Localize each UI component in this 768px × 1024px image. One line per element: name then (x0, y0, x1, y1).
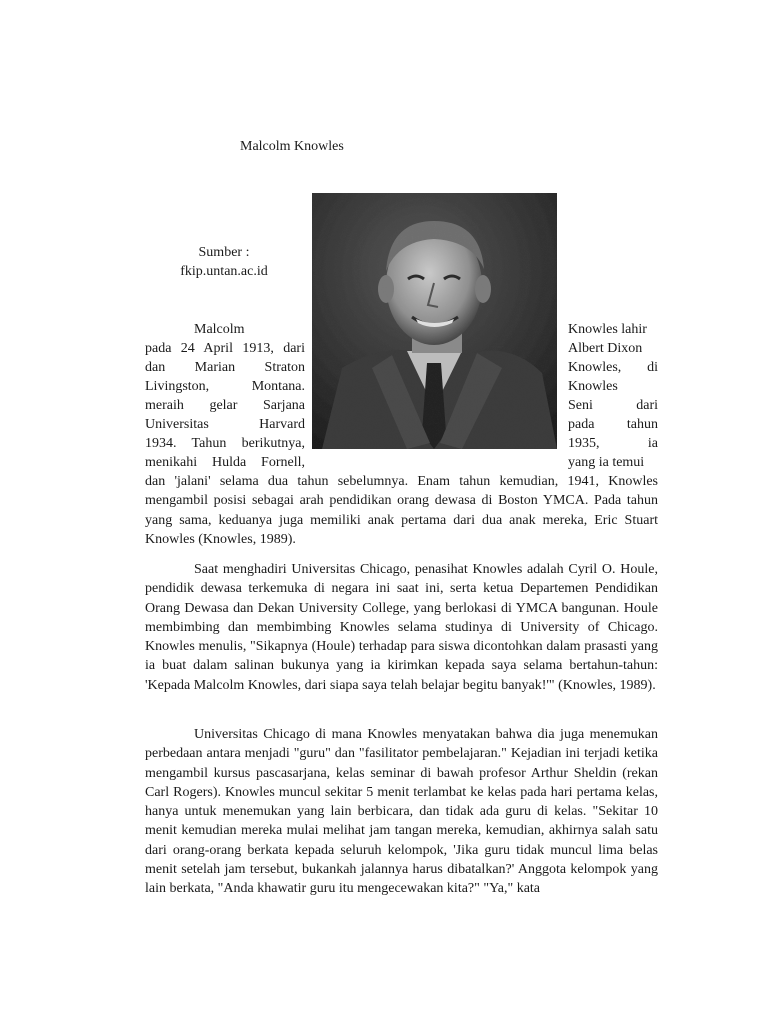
paragraph-1-continued: dan 'jalani' selama dua tahun sebelumnya. Enam tahun kemudian, 1941, Knowles mengambil posisi sebagai arah pendidikan orang dewasa di Boston YMCA. Pada tahun yang sama, keduanya juga memiliki anak pertama dari dua anak mereka, Eric Stuart Knowles (Knowles, 1989). (145, 474, 658, 547)
source-label: Sumber : (198, 245, 250, 260)
right-line-4: Knowles (568, 379, 618, 394)
document-title: Malcolm Knowles (240, 139, 344, 154)
right-line-8: yang ia temui (568, 455, 645, 470)
right-line-6: pada tahun (568, 417, 658, 432)
left-line-5: meraih gelar Sarjana (145, 398, 305, 413)
left-line-1: Malcolm (194, 322, 245, 337)
paragraph-2: Saat menghadiri Universitas Chicago, penasihat Knowles adalah Cyril O. Houle, pendidik dewasa terkemuka di negara ini saat ini, serta ketua Departemen Pendidikan Orang Dewasa dan Dekan University College, yang berlokasi di YMCA bangunan. Houle membimbing dan membimbing Knowles selama studinya di University of Chicago. Knowles menulis, "Sikapnya (Houle) terhadap para siswa dicontohkan dalam prasasti yang ia buat dalam salinan bukunya yang ia kirimkan kepada saya selama bertahun-tahun: 'Kepada Malcolm Knowles, dari siapa saya telah belajar begitu banyak!'" (Knowles, 1989). (145, 562, 658, 693)
left-line-8: menikahi Hulda Fornell, (145, 455, 305, 470)
source-url: fkip.untan.ac.id (180, 264, 268, 279)
left-line-2: pada 24 April 1913, dari (145, 341, 305, 356)
left-line-7: 1934. Tahun berikutnya, (145, 436, 305, 451)
portrait-photo (312, 193, 557, 449)
right-line-2: Albert Dixon (568, 341, 643, 356)
paragraph-3: Universitas Chicago di mana Knowles menyatakan bahwa dia juga menemukan perbedaan antara menjadi "guru" dan "fasilitator pembelajaran." Kejadian ini terjadi ketika mengambil kursus pascasarjana, kelas seminar di bawah profesor Arthur Sheldin (rekan Carl Rogers). Knowles muncul sekitar 5 menit terlambat ke kelas pada hari pertama kelas, hanya untuk menemukan yang lain berbicara, dan tidak ada guru di kelas. "Sekitar 10 menit kemudian mereka mulai melihat jam tangan mereka, kemudian, akhirnya salah satu dari orang-orang berkata kepada seluruh kelompok, 'Jika guru tidak muncul lima belas menit setelah jam tersebut, bukankah jalannya harus dibatalkan?' Anggota kelompok yang lain berkata, "Anda khawatir guru itu mengecewakan kita?" "Ya," kata (145, 727, 658, 897)
left-line-3: dan Marian Straton (145, 360, 305, 375)
right-line-3: Knowles, di (568, 360, 658, 375)
image-source (160, 243, 288, 281)
right-line-1: Knowles lahir (568, 322, 647, 337)
right-line-7: 1935, ia (568, 436, 658, 451)
left-line-4: Livingston, Montana. (145, 379, 305, 394)
right-line-5: Seni dari (568, 398, 658, 413)
portrait-illustration (312, 193, 557, 449)
left-line-6: Universitas Harvard (145, 417, 305, 432)
